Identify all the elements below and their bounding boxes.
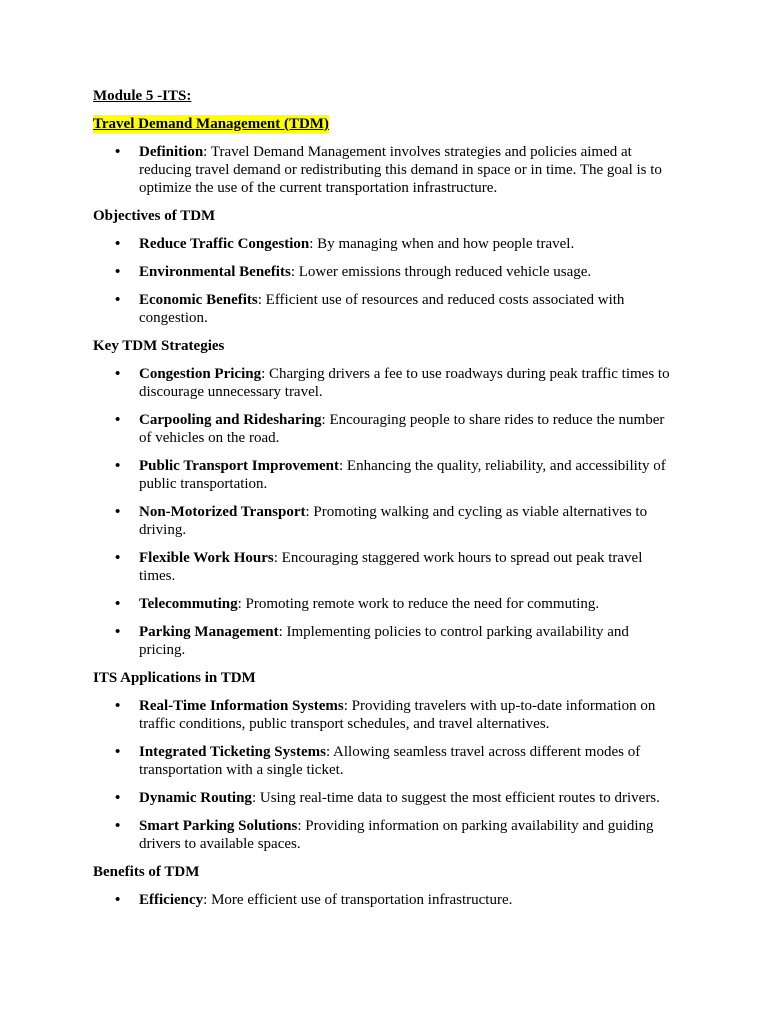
- list-item-term: Public Transport Improvement: [139, 458, 340, 474]
- list-item: [93, 235, 678, 253]
- definition-term: Definition: [139, 144, 204, 160]
- bullet-icon: •: [115, 744, 121, 760]
- list-item-term: Non-Motorized Transport: [139, 504, 306, 520]
- list-item-term: Efficiency: [139, 892, 204, 908]
- list-item-text: : Providing information on parking availability and guiding drivers to available spaces.: [139, 818, 654, 852]
- main-heading-wrap: [93, 115, 678, 133]
- bullet-icon: •: [115, 550, 121, 566]
- main-heading: Travel Demand Management (TDM): [93, 116, 329, 132]
- list-item-text: : Promoting remote work to reduce the need for commuting.: [237, 596, 600, 612]
- list-item-term: Environmental Benefits: [139, 264, 291, 280]
- list-item-term: Smart Parking Solutions: [139, 818, 298, 834]
- list-item-text: : Charging drivers a fee to use roadways during peak traffic times to discourage unnecessary travel.: [139, 366, 670, 400]
- list-item: [93, 817, 678, 853]
- bullet-list: [93, 365, 678, 659]
- list-item: [93, 891, 678, 909]
- list-item-term: Congestion Pricing: [139, 366, 262, 382]
- bullet-icon: •: [115, 458, 121, 474]
- list-item: [93, 595, 678, 613]
- list-item: [93, 789, 678, 807]
- definition-text: : Travel Demand Management involves strategies and policies aimed at reducing travel demand or redistributing this demand in space or in time. The goal is to optimize the use of the current transportation infrastructure.: [139, 144, 662, 196]
- definition-list: [93, 143, 678, 197]
- list-item-text: : By managing when and how people travel.: [309, 236, 575, 252]
- bullet-icon: •: [115, 292, 121, 308]
- list-item-text: : Allowing seamless travel across different modes of transportation with a single ticket.: [139, 744, 641, 778]
- bullet-icon: •: [115, 892, 121, 908]
- list-item-term: Real-Time Information Systems: [139, 698, 344, 714]
- list-item-term: Carpooling and Ridesharing: [139, 412, 322, 428]
- list-item-term: Economic Benefits: [139, 292, 258, 308]
- section-heading: ITS Applications in TDM: [93, 670, 256, 686]
- list-item-term: Integrated Ticketing Systems: [139, 744, 326, 760]
- bullet-icon: •: [115, 624, 121, 640]
- bullet-icon: •: [115, 264, 121, 280]
- list-item-text: : Implementing policies to control parking availability and pricing.: [139, 624, 629, 658]
- list-item-term: Flexible Work Hours: [139, 550, 274, 566]
- bullet-icon: •: [115, 504, 121, 520]
- bullet-list: [93, 697, 678, 853]
- list-item: [93, 503, 678, 539]
- list-item-term: Reduce Traffic Congestion: [139, 236, 310, 252]
- bullet-icon: •: [115, 144, 121, 160]
- document-page: [93, 87, 678, 919]
- list-item-text: : Enhancing the quality, reliability, and accessibility of public transportation.: [139, 458, 666, 492]
- bullet-icon: •: [115, 366, 121, 382]
- list-item-text: : Promoting walking and cycling as viable alternatives to driving.: [139, 504, 648, 538]
- list-item: [93, 411, 678, 447]
- list-item-text: : Lower emissions through reduced vehicle usage.: [290, 264, 592, 280]
- list-item: [93, 549, 678, 585]
- list-item: [93, 457, 678, 493]
- bullet-icon: •: [115, 236, 121, 252]
- list-item: [93, 623, 678, 659]
- section-heading: Key TDM Strategies: [93, 338, 225, 354]
- list-item-text: : Using real-time data to suggest the most efficient routes to drivers.: [251, 790, 660, 806]
- list-item-text: : Efficient use of resources and reduced costs associated with congestion.: [139, 292, 625, 326]
- list-item-term: Telecommuting: [139, 596, 238, 612]
- list-item: [93, 291, 678, 327]
- section-heading: Benefits of TDM: [93, 864, 200, 880]
- bullet-icon: •: [115, 790, 121, 806]
- list-item-term: Dynamic Routing: [139, 790, 252, 806]
- list-item: [93, 365, 678, 401]
- bullet-icon: •: [115, 698, 121, 714]
- bullet-list: [93, 235, 678, 327]
- module-title: Module 5 -ITS:: [93, 88, 192, 104]
- bullet-icon: •: [115, 412, 121, 428]
- list-item-text: : More efficient use of transportation infrastructure.: [203, 892, 513, 908]
- list-item-text: : Encouraging people to share rides to reduce the number of vehicles on the road.: [139, 412, 665, 446]
- list-item-term: Parking Management: [139, 624, 279, 640]
- sections-container: [93, 207, 678, 909]
- list-item-text: : Providing travelers with up-to-date information on traffic conditions, public transport schedules, and travel alternatives.: [139, 698, 656, 732]
- section-heading: Objectives of TDM: [93, 208, 216, 224]
- bullet-icon: •: [115, 818, 121, 834]
- bullet-icon: •: [115, 596, 121, 612]
- list-item: [93, 263, 678, 281]
- list-item: [93, 697, 678, 733]
- definition-item: [93, 143, 678, 197]
- bullet-list: [93, 891, 678, 909]
- list-item-text: : Encouraging staggered work hours to spread out peak travel times.: [139, 550, 643, 584]
- list-item: [93, 743, 678, 779]
